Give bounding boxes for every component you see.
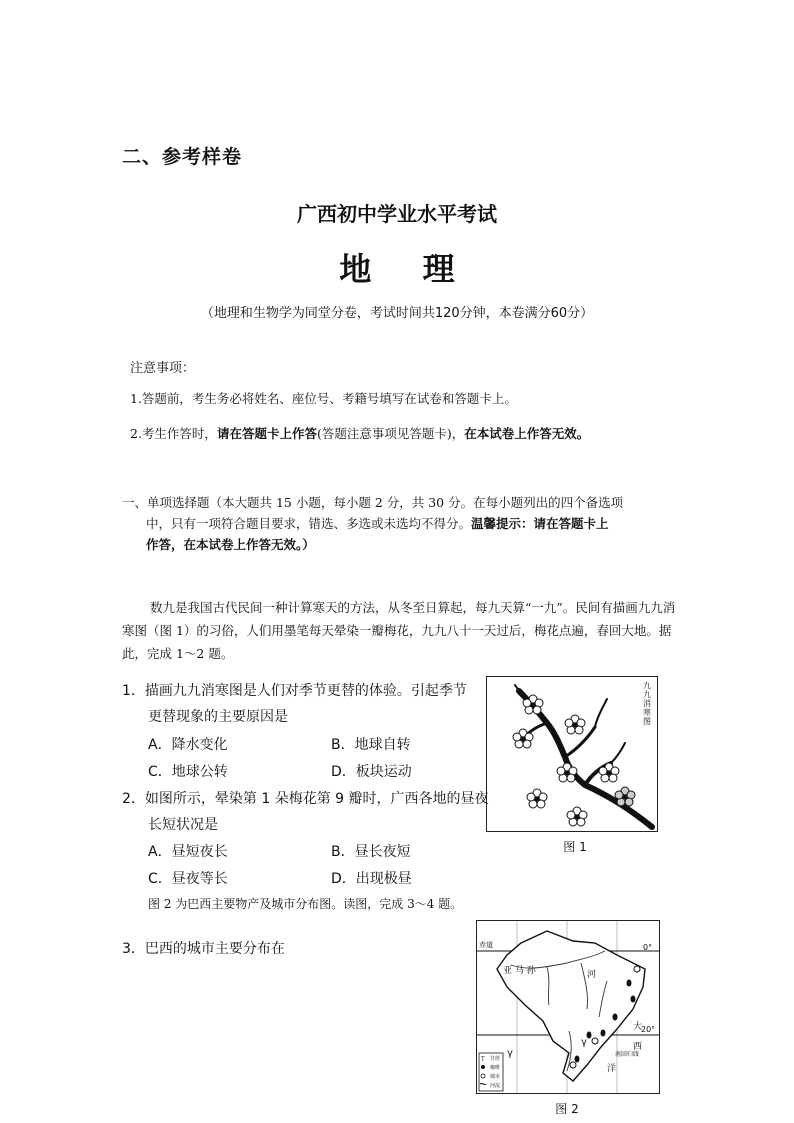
equator-label: 赤道 bbox=[479, 941, 493, 949]
note-item-2-bold2: 在本试卷上作答无效。 bbox=[464, 426, 590, 441]
q1-option-a: A．降水变化 bbox=[148, 737, 228, 753]
ocean-label-yang: 洋 bbox=[607, 1064, 617, 1074]
ocean-label-da: 大 bbox=[633, 1022, 643, 1032]
brazil-map-illustration bbox=[477, 921, 659, 1093]
part-one-line2-bold: 温馨提示：请在答题卡上 bbox=[471, 516, 609, 531]
part-one-heading bbox=[122, 492, 682, 555]
latitude-0-label: 0° bbox=[643, 943, 653, 952]
plum-blossom-illustration bbox=[487, 677, 657, 831]
q2-option-b: B．昼长夜短 bbox=[331, 844, 411, 860]
amazon-label: 亚 马 孙 bbox=[503, 966, 536, 976]
part-one-line3 bbox=[122, 534, 682, 555]
part-one-line1: 一、单项选择题（本大题共 15 小题，每小题 2 分，共 30 分。在每小题列出的四个备选项 bbox=[122, 495, 624, 510]
figure-1-vertical-title: 九九消寒图 bbox=[643, 681, 651, 726]
figure-1-caption: 图 1 bbox=[563, 840, 587, 854]
part-one-line3-bold: 作答，在本试卷上作答无效。） bbox=[146, 537, 315, 552]
q2-option-a: A．昼短夜长 bbox=[148, 844, 228, 860]
q1-stem-line2: 更替现象的主要原因是 bbox=[148, 709, 288, 725]
figure-1-plum-blossom bbox=[486, 676, 658, 832]
note-item-2-bold1: 请在答题卡上作答 bbox=[216, 426, 317, 441]
q2-option-d: D．出现极昼 bbox=[331, 871, 412, 887]
intro-paragraph: 数九是我国古代民间一种计算寒天的方法，从冬至日算起，每九天算“一九”。民间有描画九九消寒图（图 1）的习俗，人们用墨笔每天晕染一瓣梅花，九九八十一天过后，梅花点遍，春回大地。据此，完成 1～2 题。 bbox=[122, 600, 676, 661]
q1-option-c: C．地球公转 bbox=[148, 764, 228, 780]
tropic-label: 南回归线 bbox=[615, 1051, 640, 1058]
figure-2-intro: 图 2 为巴西主要物产及城市分布图。读图，完成 3～4 题。 bbox=[148, 897, 463, 911]
note-item-2-mid: (答题注意事项见答题卡)， bbox=[316, 426, 465, 441]
q1-stem-line1: 1．描画九九消寒图是人们对季节更替的体验。引起季节 bbox=[122, 683, 467, 699]
q2-option-c: C．昼夜等长 bbox=[148, 871, 228, 887]
legend-coffee: 咖啡 bbox=[490, 1065, 501, 1071]
exam-title: 广西初中学业水平考试 bbox=[297, 202, 497, 226]
legend-sugarcane: 甘蔗 bbox=[490, 1056, 501, 1062]
part-one-line2-plain: 中，只有一项符合题目要求，错选、多选或未选均不得分。 bbox=[146, 516, 472, 531]
q3-stem: 3．巴西的城市主要分布在 bbox=[122, 941, 285, 957]
notes-title: 注意事项： bbox=[130, 361, 196, 376]
section-heading: 二、参考样卷 bbox=[122, 146, 243, 168]
figure-2-brazil-map bbox=[476, 920, 660, 1094]
figure-2-caption: 图 2 bbox=[555, 1102, 579, 1116]
exam-subtitle: （地理和生物学为同堂分卷，考试时间共120分钟，本卷满分60分） bbox=[200, 306, 594, 321]
river-label: 河 bbox=[587, 970, 597, 980]
svg-text:T: T bbox=[481, 1056, 485, 1063]
note-item-1: 1.答题前，考生务必将姓名、座位号、考籍号填写在试卷和答题卡上。 bbox=[130, 391, 517, 406]
legend-city: 城市 bbox=[490, 1074, 501, 1080]
q2-stem-line2: 长短状况是 bbox=[148, 817, 218, 833]
q1-option-d: D．板块运动 bbox=[331, 764, 412, 780]
legend-river: 河流 bbox=[490, 1083, 501, 1089]
subject-title: 地 理 bbox=[339, 250, 475, 288]
q1-option-b: B．地球自转 bbox=[331, 737, 411, 753]
note-item-2 bbox=[130, 424, 589, 442]
note-item-2-prefix: 2.考生作答时， bbox=[130, 426, 217, 441]
q2-stem-line1: 2．如图所示，晕染第 1 朵梅花第 9 瓣时，广西各地的昼夜 bbox=[122, 791, 489, 807]
latitude-20-label: 20° bbox=[641, 1025, 656, 1034]
map-legend bbox=[490, 1055, 500, 1091]
svg-text:γ: γ bbox=[581, 1037, 587, 1048]
svg-text:γ: γ bbox=[507, 1048, 513, 1059]
ocean-label-xi: 西 bbox=[633, 1042, 643, 1052]
part-one-line2 bbox=[122, 513, 682, 534]
